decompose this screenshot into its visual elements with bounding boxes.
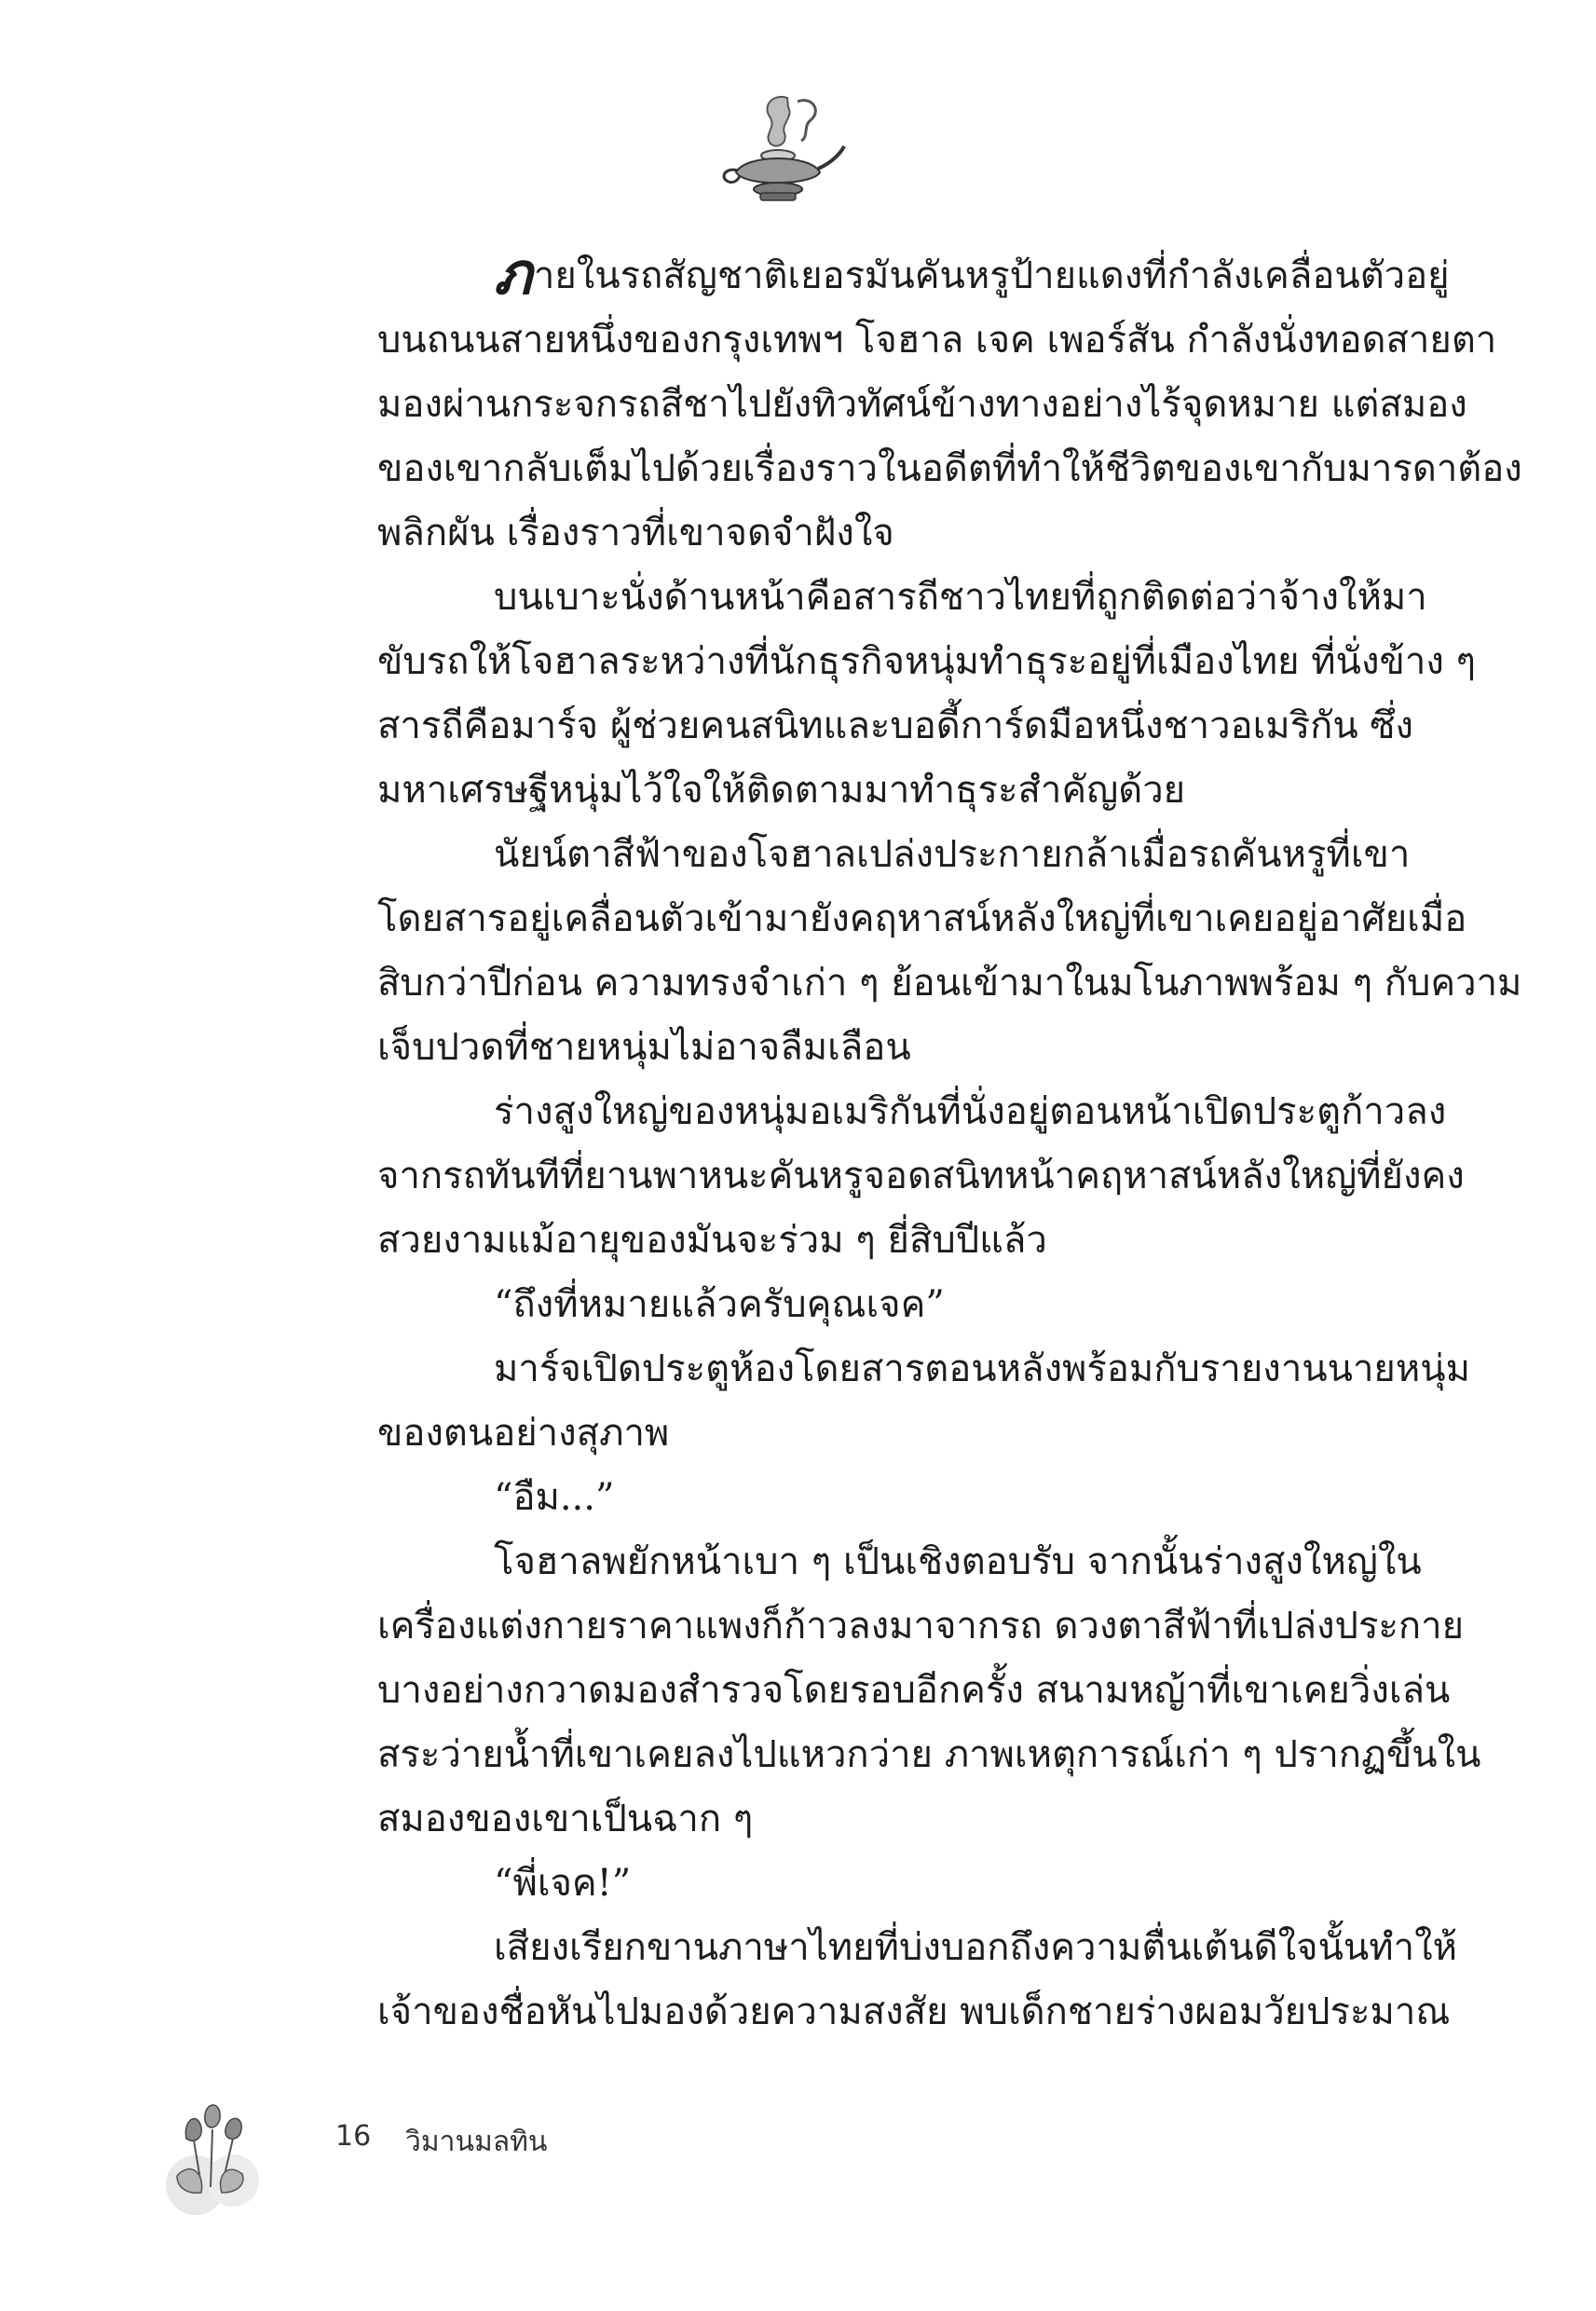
line-text: บนถนนสายหนึ่งของกรุงเทพฯ โจฮาล เจค เพอร์สัน กำลังนั่งทอดสายตา: [377, 319, 1497, 362]
text-line: [377, 759, 1374, 823]
line-text: ร่างสูงใหญ่ของหนุ่มอเมริกันที่นั่งอยู่ตอนหน้าเปิดประตูก้าวลง: [494, 1090, 1447, 1133]
line-text: นัยน์ตาสีฟ้าของโจฮาลเปล่งประกายกล้าเมื่อรถคันหรูที่เขา: [494, 833, 1411, 876]
text-line: [377, 951, 1522, 1016]
line-text: พลิกผัน เรื่องราวที่เขาจดจำฝังใจ: [377, 512, 894, 554]
text-line: [377, 823, 1411, 887]
text-line: [377, 694, 1414, 759]
text-line: [377, 1594, 1465, 1659]
text-line: [377, 1016, 1374, 1080]
line-text: มหาเศรษฐีหนุ่มไว้ใจให้ติดตามมาทำธุระสำคัญด้วย: [377, 769, 1186, 812]
line-text: เสียงเรียกขานภาษาไทยที่บ่งบอกถึงความตื่นเต้นดีใจนั้นทำให้: [494, 1926, 1457, 1969]
genie-lamp-icon: [708, 89, 848, 210]
text-line: [377, 1852, 1374, 1916]
text-line: [377, 566, 1427, 630]
line-text: มาร์จเปิดประตูห้องโดยสารตอนหลังพร้อมกับรายงานนายหนุ่ม: [494, 1347, 1470, 1390]
text-line: [377, 1080, 1447, 1144]
line-text: สมองของเขาเป็นฉาก ๆ: [377, 1798, 754, 1840]
line-text: สระว่ายน้ำที่เขาเคยลงไปแหวกว่าย ภาพเหตุการณ์เก่า ๆ ปรากฏขึ้นใน: [377, 1733, 1481, 1776]
page-footer: [149, 2083, 708, 2213]
line-text: สารถีคือมาร์จ ผู้ช่วยคนสนิทและบอดี้การ์ดมือหนึ่งชาวอเมริกัน ซึ่ง: [377, 704, 1414, 747]
line-text: ายในรถสัญชาติเยอรมันคันหรูป้ายแดงที่กำลังเคลื่อนตัวอยู่: [533, 254, 1450, 297]
line-text: เจ้าของชื่อหันไปมองด้วยความสงสัย พบเด็กชายร่างผอมวัยประมาณ: [377, 1990, 1451, 2033]
text-line: [377, 308, 1497, 373]
text-line: [377, 437, 1522, 501]
text-line: [377, 1530, 1422, 1594]
line-text: โจฮาลพยักหน้าเบา ๆ เป็นเชิงตอบรับ จากนั้นร่างสูงใหญ่ใน: [494, 1540, 1422, 1583]
text-line: [377, 373, 1467, 437]
line-text: มองผ่านกระจกรถสีชาไปยังทิวทัศน์ข้างทางอย่างไร้จุดหมาย แต่สมอง: [377, 383, 1467, 426]
text-line: [377, 1466, 1374, 1530]
text-line: [377, 1144, 1465, 1209]
page-number: 16: [335, 2120, 372, 2153]
line-text: ของเขากลับเต็มไปด้วยเรื่องราวในอดีตที่ทำให้ชีวิตของเขากับมารดาต้อง: [377, 447, 1522, 490]
book-title: วิมานมลทิน: [405, 2126, 548, 2158]
text-line: [377, 1723, 1481, 1787]
text-line: [377, 1980, 1451, 2044]
text-line: [377, 501, 1374, 566]
text-line: [377, 887, 1467, 951]
line-text: “ถึงที่หมายแล้วครับคุณเจค”: [494, 1283, 945, 1326]
line-text: “อืม...”: [494, 1476, 615, 1519]
line-text: สวยงามแม้อายุของมันจะร่วม ๆ ยี่สิบปีแล้ว: [377, 1219, 1047, 1262]
line-text: โดยสารอยู่เคลื่อนตัวเข้ามายังคฤหาสน์หลังใหญ่ที่เขาเคยอยู่อาศัยเมื่อ: [377, 897, 1467, 940]
line-text: ขับรถให้โจฮาลระหว่างที่นักธุรกิจหนุ่มทำธุระอยู่ที่เมืองไทย ที่นั่งข้าง ๆ: [377, 640, 1477, 683]
line-text: จากรถทันทีที่ยานพาหนะคันหรูจอดสนิทหน้าคฤหาสน์หลังใหญ่ที่ยังคง: [377, 1155, 1465, 1197]
line-text: บนเบาะนั่งด้านหน้าคือสารถีชาวไทยที่ถูกติดต่อว่าจ้างให้มา: [494, 576, 1427, 619]
text-line: [377, 1337, 1470, 1402]
text-line: [377, 1916, 1457, 1980]
text-line: [377, 1659, 1451, 1723]
chapter-text: [377, 239, 1522, 2044]
lotus-flower-icon: [149, 2083, 280, 2213]
text-line: [377, 1787, 1374, 1852]
line-text: เจ็บปวดที่ชายหนุ่มไม่อาจลืมเลือน: [377, 1026, 911, 1069]
line-text: บางอย่างกวาดมองสำรวจโดยรอบอีกครั้ง สนามหญ้าที่เขาเคยวิ่งเล่น: [377, 1669, 1451, 1712]
line-text: สิบกว่าปีก่อน ความทรงจำเก่า ๆ ย้อนเข้ามาในมโนภาพพร้อม ๆ กับความ: [377, 962, 1522, 1005]
drop-cap: ภ: [494, 239, 532, 308]
text-line: [377, 1273, 1374, 1337]
text-line: [377, 630, 1477, 694]
text-line: [377, 1209, 1374, 1273]
paragraph-first-line: [377, 239, 1450, 308]
line-text: เครื่องแต่งกายราคาแพงก็ก้าวลงมาจากรถ ดวงตาสีฟ้าที่เปล่งประกาย: [377, 1605, 1465, 1648]
line-text: ของตนอย่างสุภาพ: [377, 1412, 670, 1455]
text-line: [377, 1402, 1374, 1466]
line-text: “พี่เจค!”: [494, 1862, 632, 1905]
